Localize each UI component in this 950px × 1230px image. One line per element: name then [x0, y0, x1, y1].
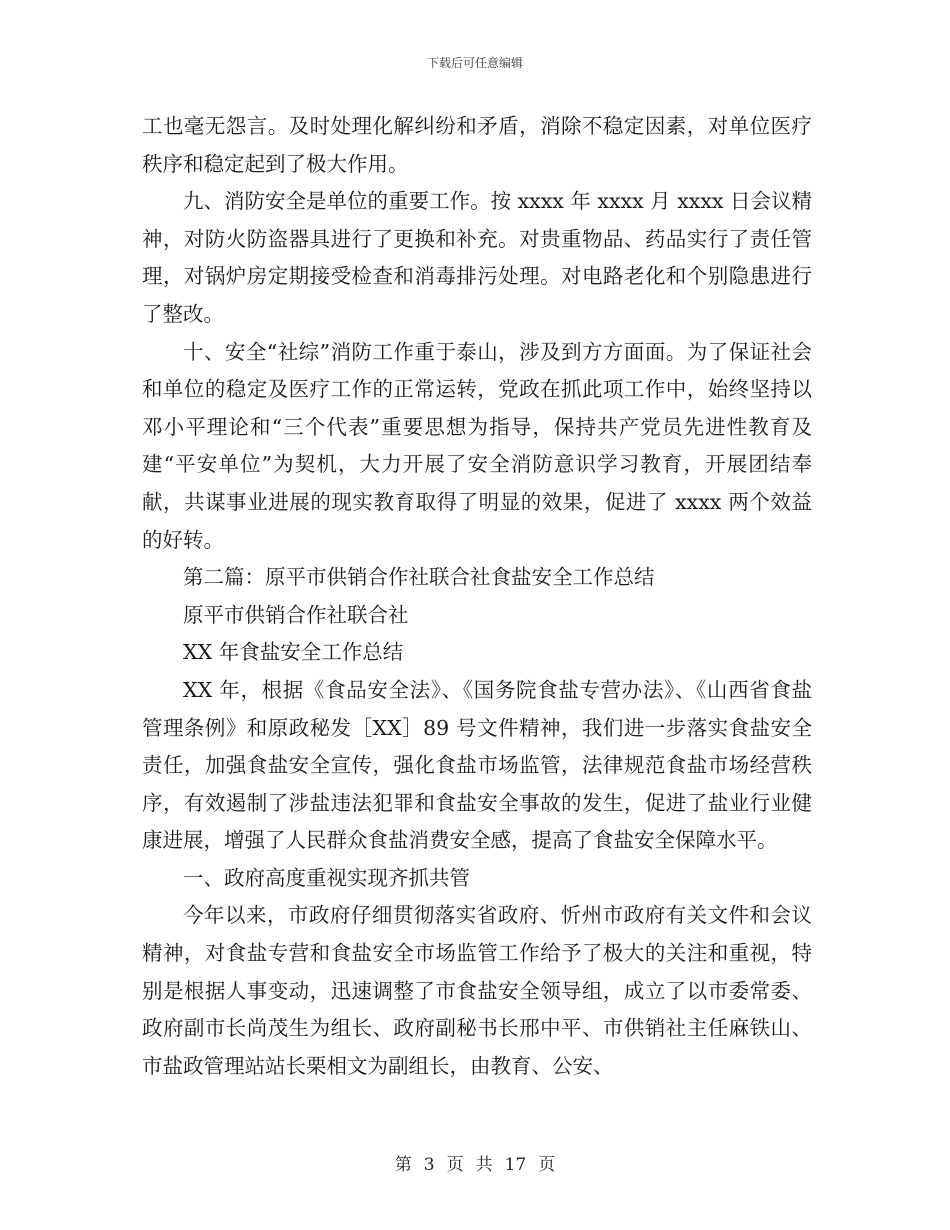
subsection-heading: 一、政府高度重视实现齐抓共管: [183, 865, 470, 890]
document-body: [142, 108, 812, 1085]
footer-gong: 共: [475, 1155, 493, 1175]
section-title: 第二篇：原平市供销合作社联合社食盐安全工作总结: [183, 565, 655, 590]
organization-name: 原平市供销合作社联合社: [183, 602, 409, 627]
footer-ye: 页: [446, 1155, 464, 1175]
current-page-number: 3: [423, 1155, 435, 1175]
paragraph: 十、安全“社综”消防工作重于泰山，涉及到方方面面。为了保证社会和单位的稳定及医疗工作的正常运转，党政在抓此项工作中，始终坚持以邓小平理论和“三个代表”重要思想为指导，保持共产党员先进性教育及建“平安单位”为契机，大力开展了安全消防意识学习教育，开展团结奉献，共谋事业进展的现实教育取得了明显的效果，促进了 xxxx 两个效益的好转。: [142, 339, 812, 552]
page-header-note: 下载后可任意编辑: [426, 56, 523, 70]
page-footer: [0, 1150, 950, 1175]
document-title: XX 年食盐安全工作总结: [183, 640, 404, 665]
total-page-count: 17: [504, 1155, 527, 1175]
paragraph: XX 年，根据《食品安全法》、《国务院食盐专营办法》、《山西省食盐管理条例》和原政秘发［XX］89 号文件精神，我们进一步落实食盐安全责任，加强食盐安全宣传，强化食盐市场监管，法律规范食盐市场经营秩序，有效遏制了涉盐违法犯罪和食盐安全事故的发生，促进了盐业行业健康进展，增强了人民群众食盐消费安全感，提高了食盐安全保障水平。: [142, 677, 812, 853]
footer-di: 第: [394, 1155, 412, 1175]
footer-ye2: 页: [538, 1155, 556, 1175]
paragraph: 工也毫无怨言。及时处理化解纠纷和矛盾，消除不稳定因素，对单位医疗秩序和稳定起到了极大作用。: [142, 114, 812, 176]
paragraph: 今年以来，市政府仔细贯彻落实省政府、忻州市政府有关文件和会议精神，对食盐专营和食盐安全市场监管工作给予了极大的关注和重视，特别是根据人事变动，迅速调整了市食盐安全领导组，成立了以市委常委、政府副市长尚茂生为组长、政府副秘书长邢中平、市供销社主任麻铁山、市盐政管理站站长栗相文为副组长，由教育、公安、: [142, 903, 812, 1078]
paragraph: 九、消防安全是单位的重要工作。按 xxxx 年 xxxx 月 xxxx 日会议精神，对防火防盗器具进行了更换和补充。对贵重物品、药品实行了责任管理，对锅炉房定期接受检查和消毒排污处理。对电路老化和个别隐患进行了整改。: [142, 189, 812, 326]
